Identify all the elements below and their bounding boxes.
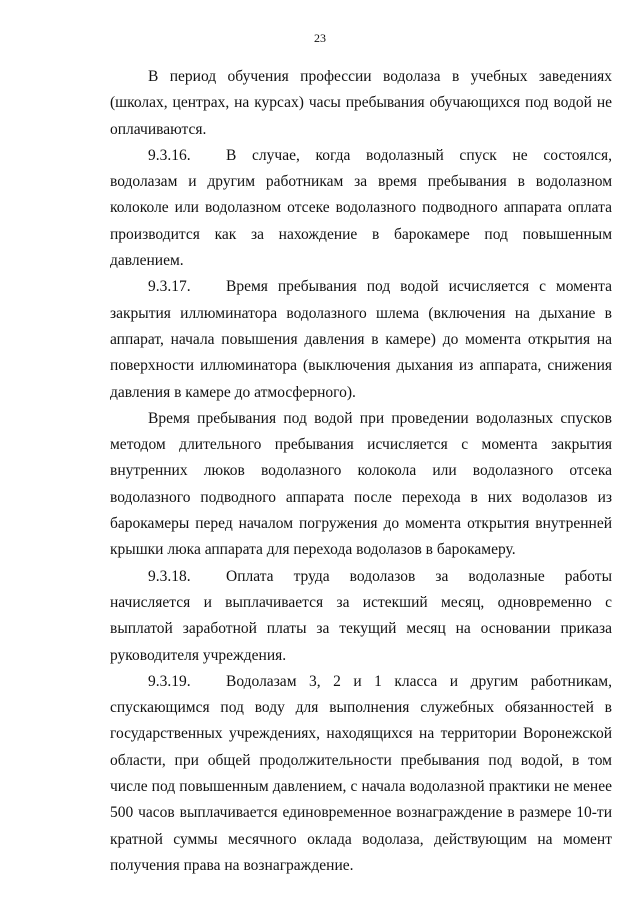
paragraph-text: Оплата труда водолазов за водолазные работы начисляется и выплачивается за истекший месяц, одновременно с выплатой заработной платы за текущий месяц на основании приказа руководителя учреждения.	[110, 567, 612, 664]
paragraph-9-3-16	[110, 143, 612, 274]
paragraph-1	[110, 64, 612, 143]
paragraph-9-3-17	[110, 274, 612, 405]
clause-number: 9.3.18.	[148, 567, 191, 585]
document-body	[110, 64, 612, 879]
paragraph-9-3-18	[110, 564, 612, 669]
paragraph-9-3-19	[110, 669, 612, 879]
paragraph-text: Водолазам 3, 2 и 1 класса и другим работникам, спускающимся под воду для выполнения служебных обязанностей в государственных учреждениях, находящихся на территории Воронежской области, при общей продолжительности пребывания под водой, в том числе под повышенным давлением, с начала водолазной практики не менее 500 часов выплачивается единовременное вознаграждение в размере 10-ти кратной суммы месячного оклада водолаза, действующим на момент получения права на вознаграждение.	[110, 672, 612, 874]
clause-number: 9.3.17.	[148, 278, 191, 296]
paragraph-4	[110, 406, 612, 564]
paragraph-text: Время пребывания под водой исчисляется с момента закрытия иллюминатора водолазного шлема (включения на дыхание в аппарат, начала повышения давления в камере) до момента открытия на поверхности иллюминатора (выключения дыхания из аппарата, снижения давления в камере до атмосферного).	[110, 278, 612, 401]
paragraph-text: В период обучения профессии водолаза в учебных заведениях (школах, центрах, на курсах) часы пребывания обучающихся под водой не оплачиваются.	[110, 68, 612, 138]
clause-number: 9.3.16.	[148, 146, 191, 164]
clause-number: 9.3.19.	[148, 672, 191, 690]
paragraph-text: Время пребывания под водой при проведении водолазных спусков методом длительного пребывания исчисляется с момента закрытия внутренних люков водолазного колокола или водолазного отсека водолазного подводного аппарата после перехода в них водолазов из барокамеры перед началом погружения до момента открытия внутренней крышки люка аппарата для перехода водолазов в барокамеру.	[110, 409, 612, 559]
paragraph-text: В случае, когда водолазный спуск не состоялся, водолазам и другим работникам за время пребывания в водолазном колоколе или водолазном отсеке водолазного подводного аппарата оплата производится как за нахождение в барокамере под повышенным давлением.	[110, 146, 612, 270]
page-number: 23	[314, 31, 326, 45]
